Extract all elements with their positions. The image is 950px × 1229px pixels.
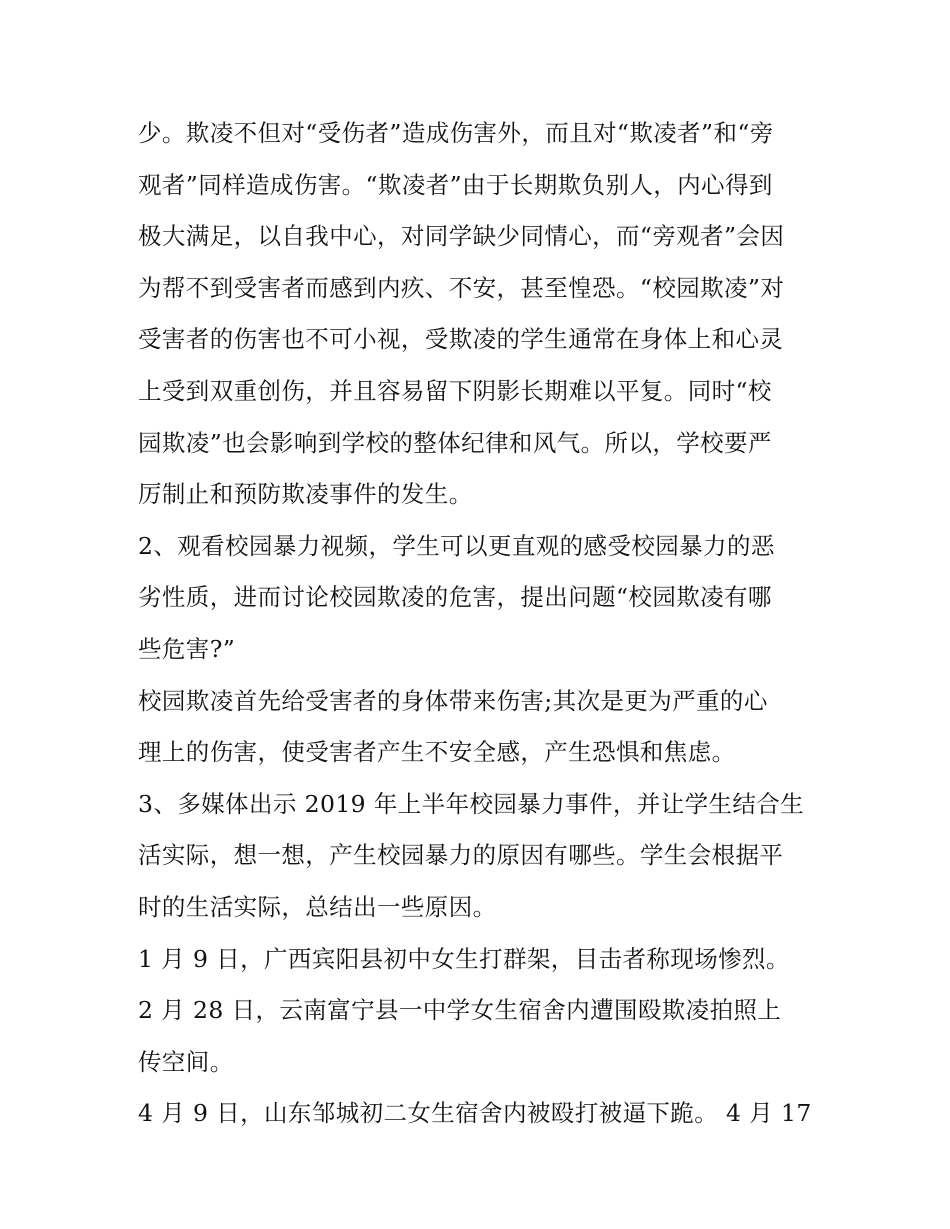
text-line: 理上的伤害，使受害者产生不安全感，产生恐惧和焦虑。 [138,738,736,767]
text-line: 4 月 9 日，山东邹城初二女生宿舍内被殴打被逼下跪。 4 月 17 [138,1099,812,1128]
text-line: 为帮不到受害者而感到内疚、不安，甚至惶恐。“校园欺凌”对 [138,273,785,302]
document-body [138,108,828,1140]
text-line: 时的生活实际，总结出一些原因。 [138,892,497,921]
text-line: 2、观看校园暴力视频，学生可以更直观的感受校园暴力的恶 [138,531,775,560]
text-line: 些危害?” [138,634,236,663]
text-line: 少。欺凌不但对“受伤者”造成伤害外，而且对“欺凌者”和“旁 [138,119,774,147]
text-line: 1 月 9 日，广西宾阳县初中女生打群架，目击者称现场惨烈。 [138,944,790,973]
text-line: 园欺凌”也会影响到学校的整体纪律和风气。所以，学校要严 [138,428,772,457]
text-line: 观者”同样造成伤害。“欺凌者”由于长期欺负别人，内心得到 [138,170,773,199]
text-line: 受害者的伤害也不可小视，受欺凌的学生通常在身体上和心灵 [138,325,784,354]
text-line: 极大满足，以自我中心，对同学缺少同情心，而“旁观者”会因 [138,222,785,251]
text-line: 校园欺凌首先给受害者的身体带来伤害;其次是更为严重的心 [138,686,768,715]
text-line: 厉制止和预防欺凌事件的发生。 [138,480,473,509]
text-line: 上受到双重创伤，并且容易留下阴影长期难以平复。同时“校 [138,376,772,405]
text-line: 活实际，想一想，产生校园暴力的原因有哪些。学生会根据平 [138,841,784,870]
text-line: 劣性质，进而讨论校园欺凌的危害，提出问题“校园欺凌有哪 [138,583,772,612]
text-line: 传空间。 [138,1047,234,1076]
text-line: 3、多媒体出示 2019 年上半年校园暴力事件，并让学生结合生 [138,789,805,818]
text-line: 2 月 28 日，云南富宁县一中学女生宿舍内遭围殴欺凌拍照上 [138,996,782,1025]
